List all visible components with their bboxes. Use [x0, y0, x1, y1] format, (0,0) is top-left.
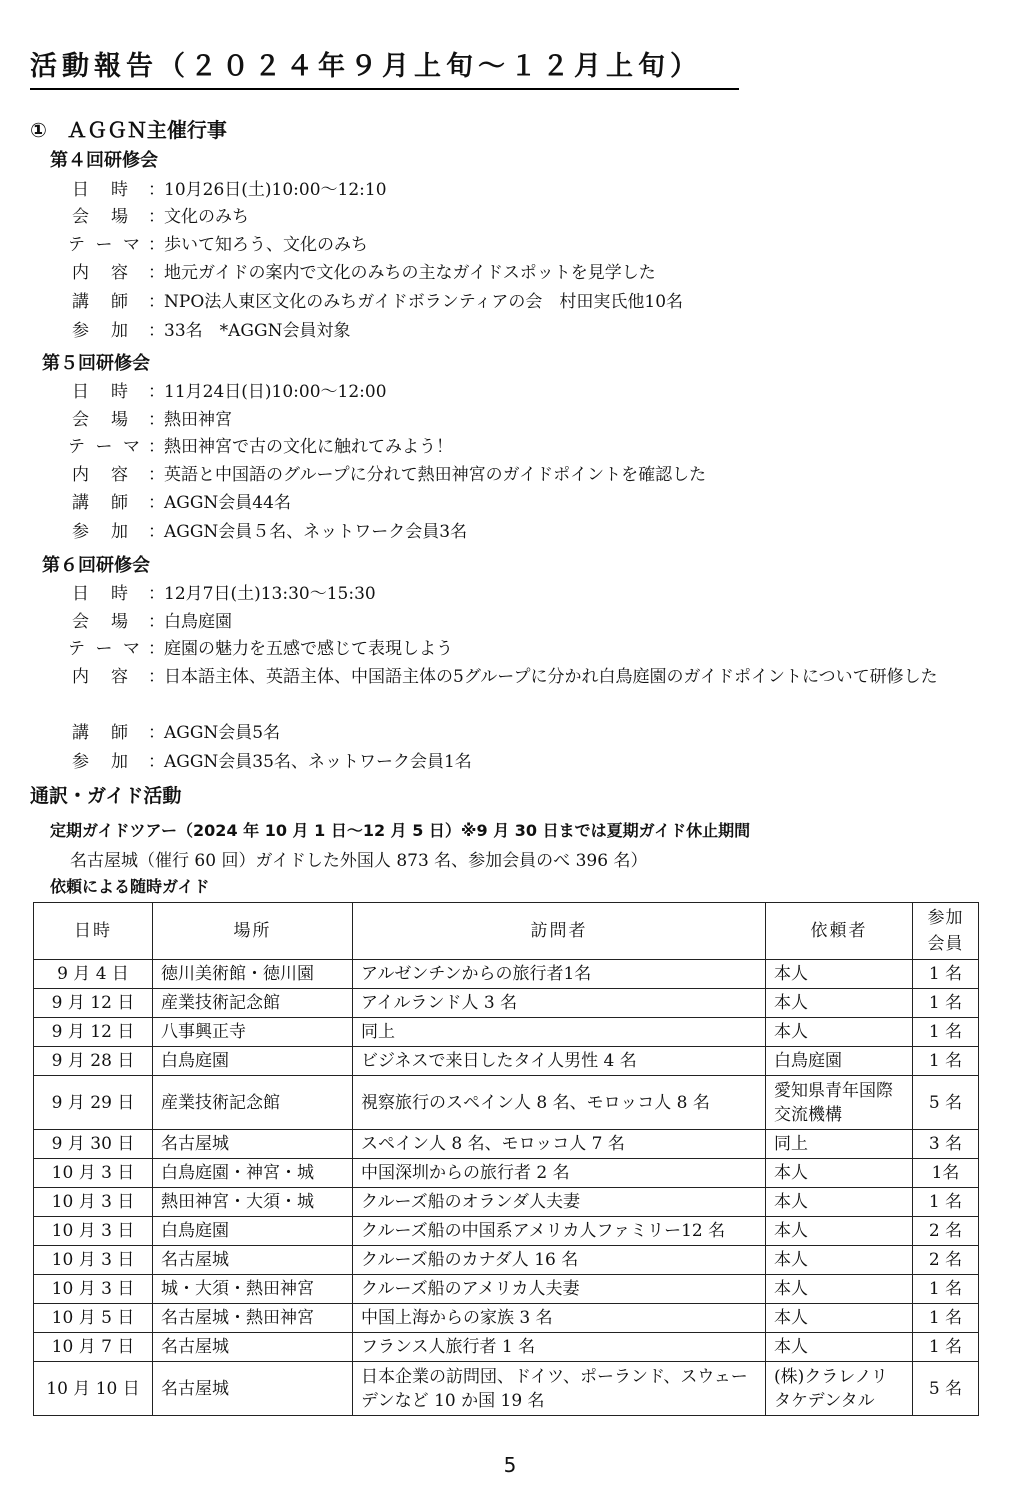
table-header-row: [34, 903, 979, 960]
colon-separator: ：: [148, 493, 165, 513]
seminar-detail-label: 講師: [72, 723, 128, 743]
cell-requester: (株)クラレノリタケデンタル: [766, 1362, 913, 1416]
seminar-detail-label: 参加: [72, 522, 128, 542]
cell-date: 9 月 12 日: [34, 989, 153, 1018]
header-date: 日時: [34, 903, 153, 960]
cell-visitor: クルーズ船のオランダ人夫妻: [353, 1188, 766, 1217]
table-row: [34, 1130, 979, 1159]
colon-separator: ：: [148, 292, 165, 312]
cell-date: 9 月 29 日: [34, 1076, 153, 1130]
seminar-detail-row: [68, 464, 1008, 488]
cell-date: 10 月 7 日: [34, 1333, 153, 1362]
seminar-detail-value: 12月7日(土)13:30～15:30: [164, 584, 376, 604]
table-row: [34, 1188, 979, 1217]
colon-separator: ：: [148, 180, 165, 200]
cell-requester: 本人: [766, 1018, 913, 1047]
seminar-detail-row: [68, 206, 1008, 230]
cell-place: 熱田神宮・大須・城: [153, 1188, 353, 1217]
cell-place: 徳川美術館・徳川園: [153, 960, 353, 989]
colon-separator: ：: [148, 752, 165, 772]
cell-members: 1 名: [913, 989, 979, 1018]
cell-place: 白鳥庭園: [153, 1047, 353, 1076]
cell-members: 3 名: [913, 1130, 979, 1159]
colon-separator: ：: [148, 584, 165, 604]
cell-place: 城・大須・熱田神宮: [153, 1275, 353, 1304]
seminar-title: 第６回研修会: [42, 555, 150, 576]
seminar-detail-row: [68, 583, 1008, 607]
cell-members: 2 名: [913, 1217, 979, 1246]
cell-place: 名古屋城: [153, 1246, 353, 1275]
cell-requester: 本人: [766, 1246, 913, 1275]
colon-separator: ：: [148, 437, 165, 457]
cell-members: 2 名: [913, 1246, 979, 1275]
colon-separator: ：: [148, 410, 165, 430]
cell-place: 名古屋城: [153, 1333, 353, 1362]
cell-place: 白鳥庭園・神宮・城: [153, 1159, 353, 1188]
page-title: 活動報告（２０２４年９月上旬～１２月上旬）: [30, 44, 739, 90]
colon-separator: ：: [148, 207, 165, 227]
cell-members: 1 名: [913, 1018, 979, 1047]
colon-separator: ：: [148, 522, 165, 542]
colon-separator: ：: [148, 667, 165, 687]
table-row: [34, 960, 979, 989]
cell-place: 名古屋城: [153, 1130, 353, 1159]
seminar-detail-label: テーマ: [68, 437, 140, 457]
colon-separator: ：: [148, 382, 165, 402]
cell-date: 10 月 3 日: [34, 1275, 153, 1304]
seminar-title: 第４回研修会: [50, 150, 158, 171]
cell-visitor: クルーズ船の中国系アメリカ人ファミリー12 名: [353, 1217, 766, 1246]
colon-separator: ：: [148, 263, 165, 283]
colon-separator: ：: [148, 723, 165, 743]
seminar-detail-label: 会場: [72, 207, 128, 227]
seminar-detail-value: 10月26日(土)10:00～12:10: [164, 180, 387, 200]
seminar-detail-value: 庭園の魅力を五感で感じて表現しよう: [164, 639, 453, 659]
seminar-detail-label: 講師: [72, 292, 128, 312]
table-row: [34, 1304, 979, 1333]
seminar-detail-value: 熱田神宮: [164, 410, 232, 430]
seminar-detail-value: AGGN会員5名: [164, 723, 281, 743]
seminar-detail-row: [68, 320, 1008, 344]
cell-place: 産業技術記念館: [153, 1076, 353, 1130]
seminar-detail-value: 日本語主体、英語主体、中国語主体の5グループに分かれ白鳥庭園のガイドポイントについて研修した: [164, 667, 938, 687]
section-heading-aggn-events: ① ＡＧＧＮ主催行事: [30, 118, 227, 142]
seminar-detail-label: 内容: [72, 465, 128, 485]
table-row: [34, 1159, 979, 1188]
seminar-detail-value: 11月24日(日)10:00～12:00: [164, 382, 387, 402]
cell-requester: 本人: [766, 1333, 913, 1362]
section-heading-guide-activities: 通訳・ガイド活動: [30, 785, 182, 807]
header-place: 場所: [153, 903, 353, 960]
seminar-detail-row: [68, 722, 1008, 746]
cell-members: 1 名: [913, 1304, 979, 1333]
seminar-detail-label: テーマ: [68, 235, 140, 255]
seminar-detail-value: 英語と中国語のグループに分れて熱田神宮のガイドポイントを確認した: [164, 465, 707, 485]
cell-date: 9 月 30 日: [34, 1130, 153, 1159]
cell-place: 八事興正寺: [153, 1018, 353, 1047]
cell-visitor: クルーズ船のアメリカ人夫妻: [353, 1275, 766, 1304]
seminar-detail-row: [68, 666, 1008, 690]
page-number: 5: [503, 1453, 517, 1477]
seminar-detail-value: AGGN会員44名: [164, 493, 291, 513]
cell-requester: 愛知県青年国際交流機構: [766, 1076, 913, 1130]
colon-separator: ：: [148, 612, 165, 632]
table-row: [34, 1217, 979, 1246]
header-requester: 依頼者: [766, 903, 913, 960]
seminar-detail-label: 日時: [72, 382, 128, 402]
table-row: [34, 1076, 979, 1130]
seminar-title: 第５回研修会: [42, 353, 150, 374]
seminar-detail-row: [68, 291, 1008, 315]
seminar-detail-value: 熱田神宮で古の文化に触れてみよう！: [164, 437, 453, 457]
regular-tour-detail: 名古屋城（催行 60 回）ガイドした外国人 873 名、参加会員のべ 396 名）: [70, 851, 648, 871]
cell-date: 10 月 5 日: [34, 1304, 153, 1333]
seminar-detail-label: 日時: [72, 180, 128, 200]
seminar-detail-label: 内容: [72, 263, 128, 283]
cell-visitor: アイルランド人 3 名: [353, 989, 766, 1018]
cell-place: 産業技術記念館: [153, 989, 353, 1018]
cell-members: 1名: [913, 1159, 979, 1188]
seminar-detail-value: 文化のみち: [164, 207, 249, 227]
cell-visitor: スペイン人 8 名、モロッコ人 7 名: [353, 1130, 766, 1159]
cell-members: 5 名: [913, 1076, 979, 1130]
cell-place: 名古屋城: [153, 1362, 353, 1416]
cell-requester: 本人: [766, 1159, 913, 1188]
table-row: [34, 1047, 979, 1076]
seminar-detail-label: 日時: [72, 584, 128, 604]
cell-visitor: フランス人旅行者 1 名: [353, 1333, 766, 1362]
seminar-detail-row: [68, 492, 1008, 516]
seminar-detail-label: 会場: [72, 410, 128, 430]
colon-separator: ：: [148, 321, 165, 341]
colon-separator: ：: [148, 465, 165, 485]
cell-date: 9 月 12 日: [34, 1018, 153, 1047]
seminar-detail-label: 内容: [72, 667, 128, 687]
cell-date: 9 月 28 日: [34, 1047, 153, 1076]
cell-visitor: 同上: [353, 1018, 766, 1047]
cell-date: 10 月 10 日: [34, 1362, 153, 1416]
cell-visitor: 中国深圳からの旅行者 2 名: [353, 1159, 766, 1188]
cell-visitor: クルーズ船のカナダ人 16 名: [353, 1246, 766, 1275]
seminar-detail-row: [68, 409, 1008, 433]
cell-requester: 同上: [766, 1130, 913, 1159]
seminar-detail-row: [68, 262, 1008, 286]
seminar-detail-row: [68, 638, 1008, 662]
cell-date: 10 月 3 日: [34, 1217, 153, 1246]
header-members: 参加会員: [913, 903, 979, 960]
table-row: [34, 989, 979, 1018]
cell-place: 名古屋城・熱田神宮: [153, 1304, 353, 1333]
colon-separator: ：: [148, 639, 165, 659]
seminar-detail-value: 地元ガイドの案内で文化のみちの主なガイドスポットを見学した: [164, 263, 656, 283]
seminar-detail-value: AGGN会員35名、ネットワーク会員1名: [164, 752, 472, 772]
cell-requester: 白鳥庭園: [766, 1047, 913, 1076]
seminar-detail-value: NPO法人東区文化のみちガイドボランティアの会 村田実氏他10名: [164, 292, 684, 312]
cell-members: 5 名: [913, 1362, 979, 1416]
seminar-detail-row: [68, 436, 1008, 460]
seminar-detail-label: テーマ: [68, 639, 140, 659]
table-row: [34, 1362, 979, 1416]
seminar-detail-value: AGGN会員５名、ネットワーク会員3名: [164, 522, 468, 542]
request-guide-table: [33, 902, 979, 1416]
table-row: [34, 1246, 979, 1275]
request-guide-heading: 依頼による随時ガイド: [50, 877, 210, 896]
cell-members: 1 名: [913, 1333, 979, 1362]
cell-visitor: 日本企業の訪問団、ドイツ、ポーランド、スウェーデンなど 10 か国 19 名: [353, 1362, 766, 1416]
regular-tour-heading: 定期ガイドツアー（2024 年 10 月 1 日～12 月 5 日）※9 月 30 日までは夏期ガイド休止期間: [50, 821, 751, 840]
seminar-detail-row: [68, 521, 1008, 545]
cell-visitor: アルゼンチンからの旅行者1名: [353, 960, 766, 989]
cell-requester: 本人: [766, 1304, 913, 1333]
cell-date: 10 月 3 日: [34, 1159, 153, 1188]
seminar-detail-row: [68, 381, 1008, 405]
seminar-detail-label: 参加: [72, 752, 128, 772]
seminar-detail-value: 白鳥庭園: [164, 612, 232, 632]
cell-visitor: ビジネスで来日したタイ人男性 4 名: [353, 1047, 766, 1076]
cell-members: 1 名: [913, 960, 979, 989]
seminar-detail-row: [68, 179, 1008, 203]
cell-date: 9 月 4 日: [34, 960, 153, 989]
seminar-detail-label: 講師: [72, 493, 128, 513]
seminar-detail-value: 歩いて知ろう、文化のみち: [164, 235, 368, 255]
cell-members: 1 名: [913, 1188, 979, 1217]
seminar-detail-label: 会場: [72, 612, 128, 632]
seminar-detail-row: [68, 751, 1008, 775]
table-row: [34, 1018, 979, 1047]
seminar-detail-row: [68, 234, 1008, 258]
cell-date: 10 月 3 日: [34, 1246, 153, 1275]
cell-visitor: 中国上海からの家族 3 名: [353, 1304, 766, 1333]
cell-place: 白鳥庭園: [153, 1217, 353, 1246]
cell-requester: 本人: [766, 1275, 913, 1304]
colon-separator: ：: [148, 235, 165, 255]
cell-members: 1 名: [913, 1047, 979, 1076]
cell-date: 10 月 3 日: [34, 1188, 153, 1217]
table-row: [34, 1275, 979, 1304]
seminar-detail-value: 33名 *AGGN会員対象: [164, 321, 351, 341]
cell-requester: 本人: [766, 960, 913, 989]
cell-requester: 本人: [766, 1188, 913, 1217]
cell-requester: 本人: [766, 1217, 913, 1246]
seminar-detail-label: 参加: [72, 321, 128, 341]
cell-requester: 本人: [766, 989, 913, 1018]
header-visitor: 訪問者: [353, 903, 766, 960]
table-row: [34, 1333, 979, 1362]
cell-members: 1 名: [913, 1275, 979, 1304]
cell-visitor: 視察旅行のスペイン人 8 名、モロッコ人 8 名: [353, 1076, 766, 1130]
seminar-detail-row: [68, 611, 1008, 635]
